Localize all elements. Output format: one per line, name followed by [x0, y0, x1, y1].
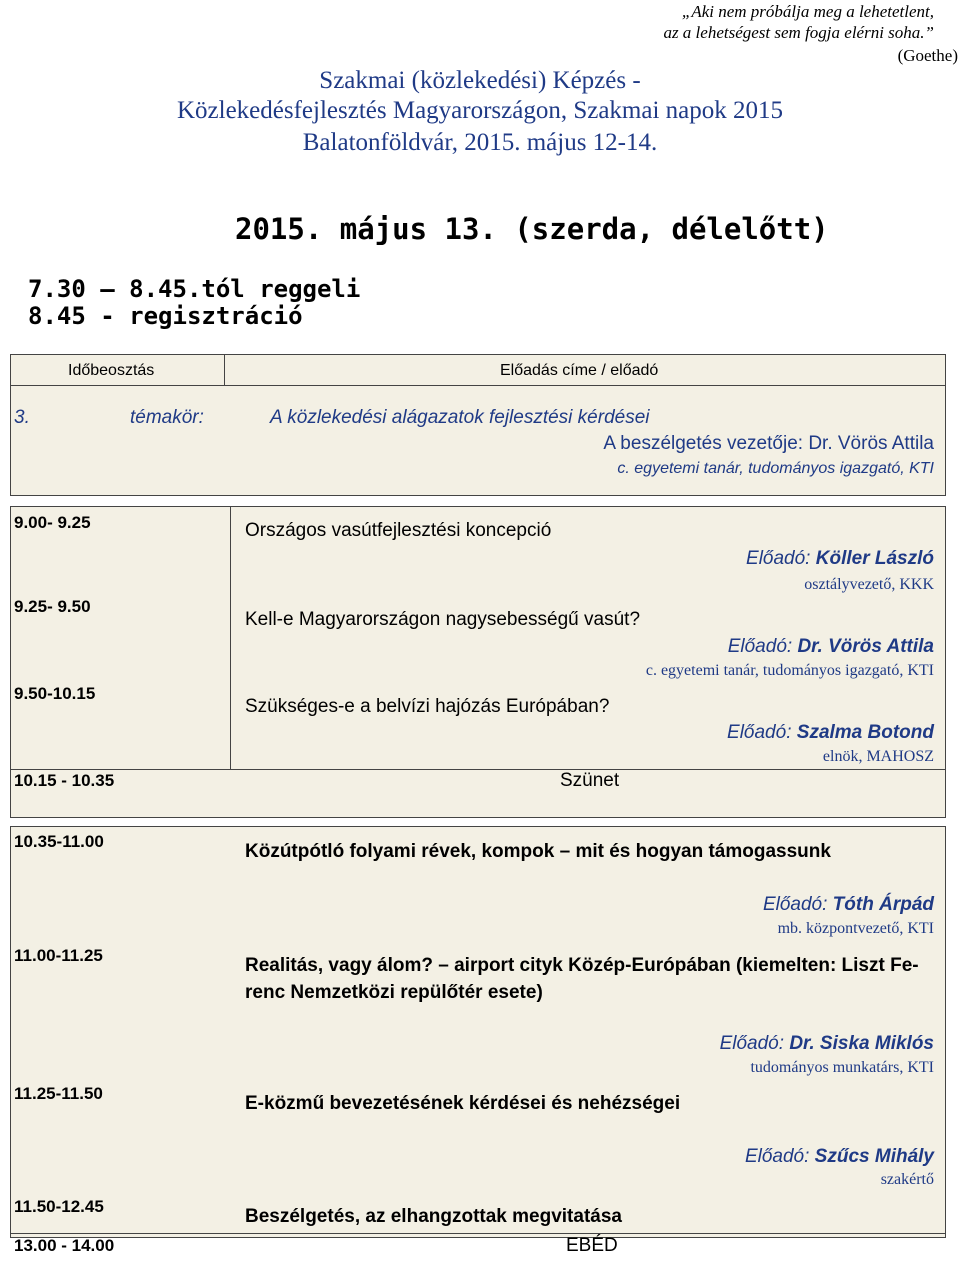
lunch-time: 13.00 - 14.00 [14, 1236, 115, 1255]
day-heading: 2015. május 13. (szerda, délelőtt) [235, 212, 829, 246]
session-3-speaker [727, 722, 934, 744]
quote-author: (Goethe) [897, 46, 958, 65]
moderator-name: Dr. Vörös Attila [808, 433, 934, 454]
session-6-speaker-prefix: Előadó: [744, 1146, 810, 1167]
session-1-role: osztályvezető, KKK [804, 576, 934, 593]
header-col-time: Időbeosztás [68, 362, 155, 379]
session-4-speaker [763, 894, 934, 916]
session-4-speaker-prefix: Előadó: [762, 894, 828, 915]
session-5-title-line-1: Realitás, vagy álom? – airport cityk Közép-Európában (kiemelten: Liszt Fe- [245, 955, 919, 976]
session-4-speaker-name: Tóth Árpád [832, 894, 934, 915]
break-time: 10.15 - 10.35 [14, 771, 115, 790]
registration-line-1: 7.30 – 8.45.tól reggeli [28, 275, 361, 303]
session-2-time: 9.25- 9.50 [14, 597, 91, 616]
session-3-speaker-name: Szalma Botond [796, 722, 934, 743]
session-3-role: elnök, MAHOSZ [822, 748, 934, 765]
header-col-talk: Előadás címe / előadó [500, 362, 659, 379]
lunch-title: EBÉD [566, 1235, 618, 1256]
session-2-speaker [728, 636, 934, 658]
moderator-role: c. egyetemi tanár, tudományos igazgató, KTI [617, 460, 934, 477]
session-5-speaker [720, 1033, 934, 1055]
header-column-divider [224, 354, 225, 385]
session-1-speaker [746, 548, 934, 570]
topic-label: témakör: [130, 407, 204, 428]
sessions-box-2 [10, 826, 946, 1238]
session-6-speaker [745, 1146, 934, 1168]
topic-number: 3. [14, 407, 30, 428]
break-title: Szünet [560, 770, 620, 791]
session-6-title: E-közmű bevezetésének kérdései és nehézségei [245, 1093, 681, 1114]
discussion-title: Beszélgetés, az elhangzottak megvitatása [245, 1206, 622, 1227]
session-1-speaker-prefix: Előadó: [746, 548, 811, 569]
session-5-title-line-2: renc Nemzetközi repülőtér esete) [245, 982, 543, 1003]
page-title-line-2: Közlekedésfejlesztés Magyarországon, Szakmai napok 2015 [176, 97, 784, 124]
topic-title: A közlekedési alágazatok fejlesztési kérdései [270, 407, 650, 428]
session-4-title: Közútpótló folyami révek, kompok – mit és hogyan támogassunk [245, 841, 831, 862]
header-divider [10, 385, 946, 386]
session-4-role: mb. központvezető, KTI [777, 920, 934, 937]
lunch-divider [10, 1233, 946, 1234]
break-divider [10, 769, 946, 770]
page-title-line-1: Szakmai (közlekedési) Képzés - [319, 67, 641, 94]
session-5-speaker-prefix: Előadó: [719, 1033, 785, 1054]
discussion-time: 11.50-12.45 [14, 1197, 104, 1216]
session-1-speaker-name: Köller László [815, 548, 934, 569]
session-3-speaker-prefix: Előadó: [727, 722, 792, 743]
registration-line-2: 8.45 - regisztráció [28, 302, 303, 330]
session-2-title: Kell-e Magyarországon nagysebességű vasút? [245, 609, 641, 630]
session-6-role: szakértő [880, 1171, 934, 1188]
session-3-time: 9.50-10.15 [14, 684, 96, 703]
session-5-role: tudományos munkatárs, KTI [750, 1059, 934, 1076]
moderator-prefix: A beszélgetés vezetője: [603, 433, 804, 454]
session-5-speaker-name: Dr. Siska Miklós [789, 1033, 934, 1054]
session-5-time: 11.00-11.25 [14, 946, 103, 965]
session-1-title: Országos vasútfejlesztési koncepció [245, 520, 552, 541]
session-2-role: c. egyetemi tanár, tudományos igazgató, KTI [645, 662, 934, 679]
quote-line-1: „Aki nem próbálja meg a lehetetlent, [681, 2, 934, 21]
session-6-time: 11.25-11.50 [14, 1084, 103, 1103]
moderator [603, 433, 934, 455]
session-6-speaker-name: Szűcs Mihály [814, 1146, 934, 1167]
sessions-box-1-divider [230, 506, 231, 769]
page-title-line-3: Balatonföldvár, 2015. május 12-14. [302, 129, 658, 156]
session-2-speaker-name: Dr. Vörös Attila [797, 636, 934, 657]
session-4-time: 10.35-11.00 [14, 832, 104, 851]
session-3-title: Szükséges-e a belvízi hajózás Európában? [245, 696, 610, 717]
session-2-speaker-prefix: Előadó: [727, 636, 793, 657]
session-1-time: 9.00- 9.25 [14, 513, 91, 532]
quote-line-2: az a lehetségest sem fogja elérni soha.” [663, 23, 934, 42]
